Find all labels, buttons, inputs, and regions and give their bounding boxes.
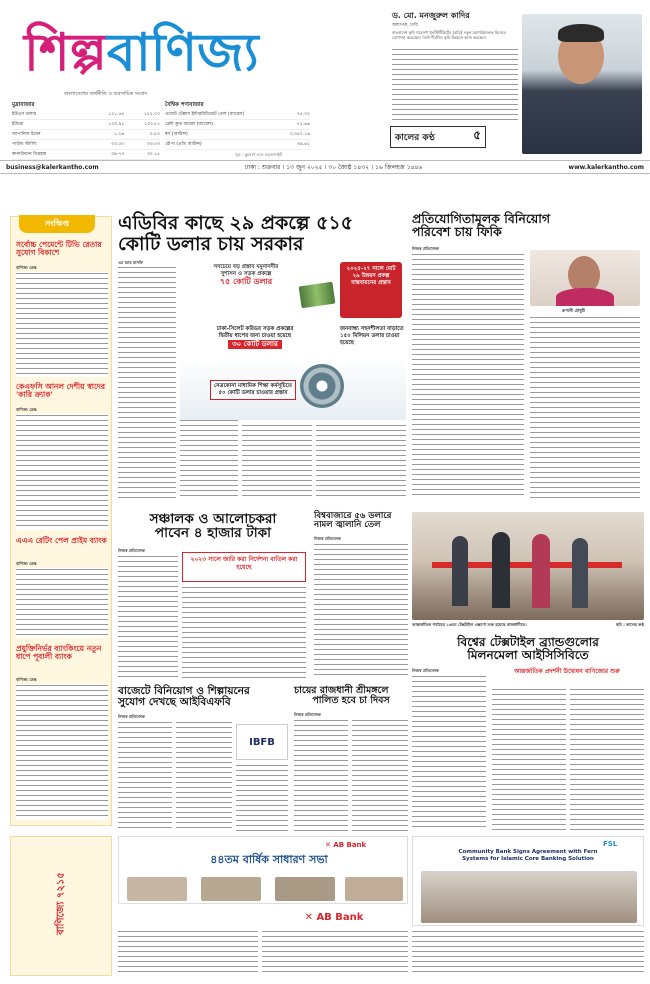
textile-body-mid [492,688,566,831]
commodity-value: ৩৬.৬১ [296,142,310,147]
masthead-title [24,18,259,88]
ab-bank-agm-title: ৪৪তম বার্ষিক সাধারণ সভা [210,853,328,866]
ibfb-byline: নিজস্ব প্রতিবেদক [118,714,145,719]
brand-box [390,126,486,148]
caption-text: আন্তর্জাতিক পর্যায়ের ১৬তম টেক্সটাইল এক্সপো শুরু হয়েছে রাজধানীতে। [412,622,527,627]
tea-byline: নিজস্ব প্রতিবেদক [294,712,321,717]
commodity-name: ব্রেন্ট ক্রুড অয়েল (ব্যারেল) [165,122,213,127]
currency-row [12,120,160,130]
caption-credit: ছবি : কালের কণ্ঠ [616,622,644,627]
bottom-text-2 [262,930,408,976]
masthead-title-part2: বাণিজ্য [106,22,259,83]
ibfb-logo: IBFB [236,724,288,760]
oil-byline: নিজস্ব প্রতিবেদক [314,536,341,541]
ficci-photo [530,250,640,306]
brief-source-1: বাণিজ্য ডেস্ক [16,265,37,270]
ab-bank-ad-2 [260,906,408,928]
tea-story [294,686,408,832]
lead-body-c3 [242,424,312,498]
currency-name: পাউন্ড স্টার্লিং [12,142,37,147]
info-1-highlight: ৭৫ কোটি ডলার [219,277,273,286]
website-link[interactable]: www.kalerkantho.com [568,163,644,171]
photo-person-3 [532,534,550,608]
ab-bank-photo-1 [127,877,187,901]
editor-text-body [392,48,518,124]
brief-title-1: সর্বোচ্চ পেমেন্টে টিভি রেতার সুযোগ বিকাশে [16,240,102,257]
photo-person-4 [572,538,588,608]
fsl-logo: FSL [603,840,618,848]
ficci-photo-caption: রুপালী চৌধুরী [562,308,585,313]
ibfb-body-left [118,721,172,831]
ficci-headline-2: পরিবেশ চায় ফিকি [412,224,502,240]
ficci-byline: নিজস্ব প্রতিবেদক [412,246,439,251]
textile-story [412,636,644,832]
ficci-body-left [412,253,524,499]
editor-hair [558,24,604,42]
brand-name: কালের কণ্ঠ [395,132,435,143]
photo-person-1 [452,536,468,606]
currency-name: ইউরো [12,122,24,127]
issue-date: ঢাকা : শুক্রবার । ১৩ জুন ২০২৫ । ৩০ জ্যৈষ্ঠ ১৪৩২ । ১৬ জিলহজ ১৪৪৬ [244,163,423,171]
fsl-ad-title: Community Bank Signs Agreement with Fern Systems for Islamic Core Banking Solution [458,849,598,862]
commodity-value: ৩,৩৫০.১৬ [289,132,310,137]
lead-byline: এম আর মাসফি [118,260,144,265]
currency-sell: ৩৩.০৩ [146,142,160,147]
lead-headline-2: কোটি ডলার চায় সরকার [118,232,304,255]
lead-infographic [180,260,406,420]
brief-source-3: বাণিজ্য ডেস্ক [16,561,37,566]
commodity-row [165,120,310,130]
tea-body-left [294,719,348,831]
allowance-byline: নিজস্ব প্রতিবেদক [118,548,145,553]
ab-bank-name-2: AB Bank [316,911,364,923]
textile-byline: নিজস্ব প্রতিবেদক [412,668,439,673]
textile-headline-2: মিলনমেলা আইসিসিবিতে [467,647,589,662]
ficci-headline-1: প্রতিযোগিতামূলক বিনিয়োগ [412,211,551,226]
currency-name: জাপানিজ ইয়েন [12,132,41,137]
commodity-label: বৈশ্বিক পণ্যবাজার [165,102,204,108]
ibfb-story [118,686,288,832]
lead-story [118,214,406,504]
currency-sell: ১৩৩.৫১ [143,122,160,127]
editor-photo [522,14,642,154]
currency-sell: ৩০.১৫ [146,152,160,157]
textile-photo [412,512,644,620]
masthead [0,0,650,210]
editor-text: বাংলাদেশ কৃষি গবেষণা ইনস্টিটিউটের (বারি) নতুন মহাপরিচালক হিসেবে যোগদান করেছেন। তিনি দীর্ঘদিন কৃষি উন্নয়নে কাজ করছেন। [392,30,506,40]
currency-buy: ১.২৬ [114,132,125,137]
info-1 [210,264,282,287]
allowance-body-left [118,555,178,679]
currency-buy: ১২১.৫৫ [108,112,125,117]
allowance-headline-1: সঞ্চালক ও আলোচকরা [149,511,277,527]
currency-buy: ৩৯.৭৩ [111,152,125,157]
ibfb-headline-1: বাজেটে বিনিয়োগ ও শিল্পায়নের [118,685,250,697]
commodity-name: স্বর্ণ (আউন্স) [165,132,188,137]
currency-table [12,110,160,160]
commodity-note: সূত্র : ব্লুমবার্গ এবং ওয়েবসাইট [235,152,282,157]
lead-body-left [118,266,176,498]
ab-bank-logo-icon: ✕ [325,841,331,849]
ab-bank-logo-2: ✕ AB Bank [304,911,364,923]
brief-title-2: কেএফসি আনল দেশীয় স্বাদের 'কারি ক্র্যাক' [16,382,106,399]
currency-row [12,150,160,160]
ficci-saree [556,288,614,306]
textile-body-right [570,688,644,831]
ab-bank-photo-2 [201,877,261,901]
sidebar-brief [10,216,112,826]
ficci-story [412,212,644,502]
commodity-row [165,130,310,140]
oil-headline-1: বিশ্ববাজারে ৫৬ ডলারে [314,511,392,521]
gear-icon [300,364,344,408]
oil-story [314,512,408,682]
email-link[interactable]: business@kalerkantho.com [6,163,99,171]
allowance-pull-quote: ২০২৩ সালে জারি করা নির্দেশনা বাতিল করা হয়েছে [182,552,306,582]
currency-name: ইউএস ডলার [12,112,37,117]
textile-photo-caption [412,622,644,627]
info-5: নেত্রকোনা মাধ্যমিক শিক্ষা কর্মসূচিতে ৫০ কোটি ডলার চাওয়ার প্রস্তাব [210,380,296,400]
date-bar [0,160,650,174]
ibfb-headline-2: সুযোগ দেখছে আইবিএফবি [118,696,231,709]
brief-body-4 [16,684,108,820]
tea-headline-1: চায়ের রাজধানী শ্রীমঙ্গলে [294,685,389,696]
commodity-row [165,140,310,150]
ibfb-body-mid [176,721,232,831]
bottom-text-3 [412,930,644,976]
info-2: ২০২৫-২৭ সালে মোট ২৯ উন্নয়ন প্রকল্প বাস্তবায়নের প্রস্তাব [340,262,402,318]
allowance-body-right [182,586,306,679]
commodity-row [165,110,310,120]
masthead-title-part1: শিল্প [24,22,107,83]
currency-row [12,130,160,140]
currency-row [12,110,160,120]
brief-title-3: এএএ রেটিং পেল প্রাইম ব্যাংক [16,536,107,545]
market-label: মুদ্রাবাজার [12,102,35,108]
textile-body-left [412,675,486,831]
fsl-ad [412,836,644,926]
lead-headline-1: এডিবির কাছে ২৯ প্রকল্পে ৫১৫ [118,212,354,234]
commodity-name: ওয়েস্ট টেক্সাস ইন্টারমিডিয়েট তেল (ব্যারেল) [165,112,245,117]
currency-row [12,140,160,150]
editor-name: ড. মো. মনজুরুল কাদির [392,11,470,20]
tea-headline-2: পালিত হবে চা দিবস [312,694,390,706]
allowance-story [118,512,308,682]
textile-kicker: আন্তর্জাতিক প্রদর্শনী উদ্বোধন বাণিজ্যের শুরু [514,668,620,675]
brief-body-2 [16,414,108,530]
commodity-name: রৌপ্য (প্রতি আউন্স) [165,142,202,147]
commodity-table [165,110,310,150]
lead-body-c4 [316,424,406,498]
info-1-text: সবচেয়ে বড় প্রস্তাব যমুনানদীর সুশাসন ও সড়ক প্রকল্পে [213,264,279,277]
sidebar-header: সংক্ষিপ্ত [19,215,95,233]
ab-bank-photo-4 [345,877,403,901]
currency-sell: ১২২.০০ [143,112,160,117]
photo-person-2 [492,532,510,608]
commodity-value: ৭৫.০০ [296,112,310,117]
info-4 [212,326,298,349]
brief-title-4: প্রযুক্তিনির্ভর ব্যাংকিংয়ে নতুন ধাপে পূবালী ব্যাংক [16,644,102,661]
ab-bank-photo-3 [275,877,335,901]
allowance-headline-2: পাবেন ৪ হাজার টাকা [155,525,271,542]
ab-bank-name-1: AB Bank [333,841,367,849]
page-number: ৫ [473,128,481,142]
bottom-text-1 [118,930,258,976]
brief-body-1 [16,272,108,377]
info-4-highlight: ৩০ কোটি ডলার [228,340,282,349]
tea-body-right [352,719,408,831]
oil-body [314,543,408,679]
brief-source-2: বাণিজ্য ডেস্ক [16,407,37,412]
brief-source-4: বাণিজ্য ডেস্ক [16,677,37,682]
editor-title: অধ্যাপক, ঢাবি [392,23,418,28]
info-4-text: ঢাকা-সিলেট করিডর সড়ক প্রকল্পের দ্বিতীয় ধাপের জন্য চাওয়া হয়েছে [216,326,294,339]
textile-headline-1: বিশ্বের টেক্সটাইল ব্র্যান্ডগুলোর [457,635,599,649]
oil-headline-2: নামল জ্বালানি তেল [314,519,381,530]
brief-body-3 [16,568,108,638]
ibfb-body-right [236,764,288,831]
info-3: জনবান্ধ্য সহনশীলতা বাড়াতে ১৫০ মিলিয়ন ডলার চাওয়া হয়েছে [340,326,404,346]
commodity-value: ৭১.৬৬ [296,122,310,127]
money-stack-icon [299,282,336,309]
ab-bank-ad-1 [118,836,408,904]
ab-bank-logo-1 [325,841,366,849]
ficci-body-right [530,316,640,499]
currency-name: কানাডিয়ান ডিরহাম [12,152,47,157]
currency-buy: ১৩৩.৯১ [108,122,125,127]
fsl-photo [421,871,637,923]
vertical-ad [10,836,112,976]
currency-buy: ৩৩.৫০ [111,142,125,147]
currency-sell: ০.৮০ [149,132,160,137]
masthead-tagline: বাংলাদেশের অর্থনীতি ও ব্যবসায়িক সংবাদ [64,91,148,97]
vertical-ad-text: বাণিজ্যে ৭২১৫ [55,872,67,935]
